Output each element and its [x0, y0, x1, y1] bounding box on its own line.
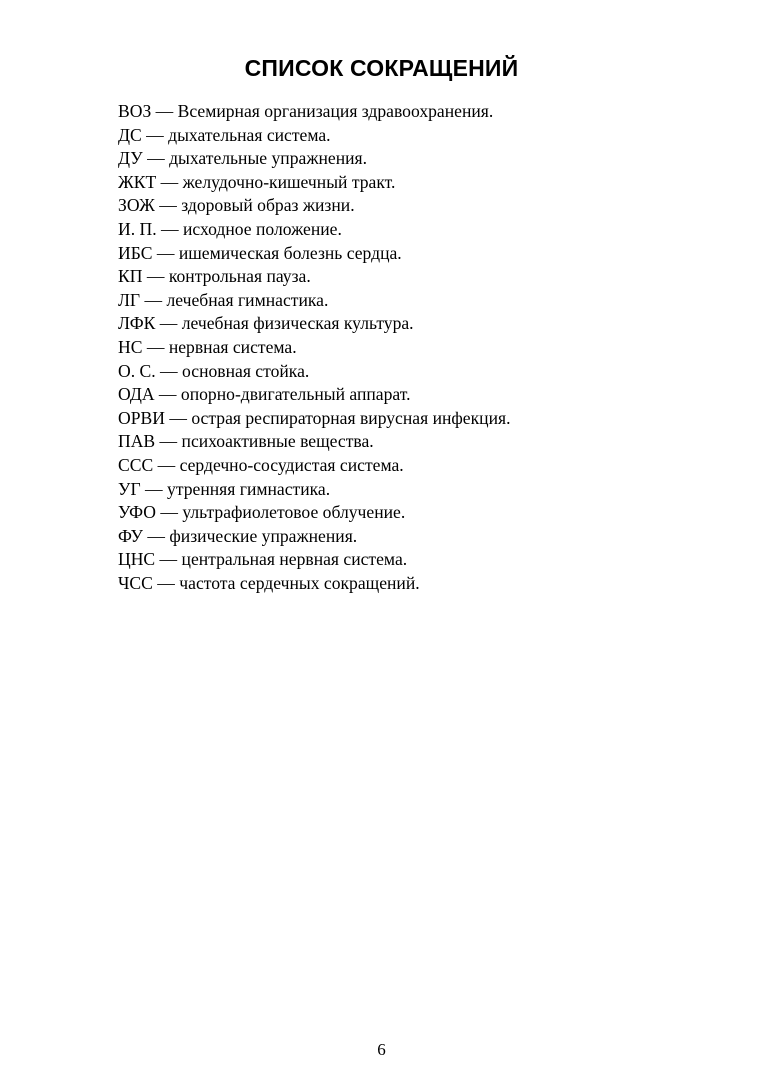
page-title: СПИСОК СОКРАЩЕНИЙ	[244, 55, 519, 81]
list-item: ЖКТ — желудочно-кишечный тракт.	[118, 171, 396, 192]
list-item: УГ — утренняя гимнастика.	[118, 478, 331, 499]
list-item: ЛФК — лечебная физическая культура.	[118, 313, 414, 334]
abbreviation-list	[118, 100, 510, 595]
list-item: ЦНС — центральная нервная система.	[118, 549, 408, 570]
page-number: 6	[377, 1040, 386, 1059]
list-item: ЗОЖ — здоровый образ жизни.	[118, 195, 355, 216]
list-item: О. С. — основная стойка.	[118, 360, 310, 381]
list-item: ЛГ — лечебная гимнастика.	[118, 289, 329, 310]
list-item: ДС — дыхательная система.	[118, 124, 331, 145]
list-item: ИБС — ишемическая болезнь сердца.	[118, 242, 402, 263]
list-item: И. П. — исходное положение.	[118, 218, 342, 239]
list-item: НС — нервная система.	[118, 336, 297, 357]
list-item: ВОЗ — Всемирная организация здравоохранения.	[118, 101, 494, 121]
list-item: КП — контрольная пауза.	[118, 266, 311, 287]
list-item: УФО — ультрафиолетовое облучение.	[118, 502, 406, 523]
list-item: ССС — сердечно-сосудистая система.	[118, 454, 404, 475]
list-item: ФУ — физические упражнения.	[118, 525, 358, 546]
list-item: ОРВИ — острая респираторная вирусная инфекция.	[118, 407, 511, 428]
list-item: ОДА — опорно-двигательный аппарат.	[118, 384, 411, 405]
list-item: ДУ — дыхательные упражнения.	[118, 148, 368, 169]
list-item: ПАВ — психоактивные вещества.	[118, 431, 374, 452]
list-item: ЧСС — частота сердечных сокращений.	[118, 572, 420, 593]
